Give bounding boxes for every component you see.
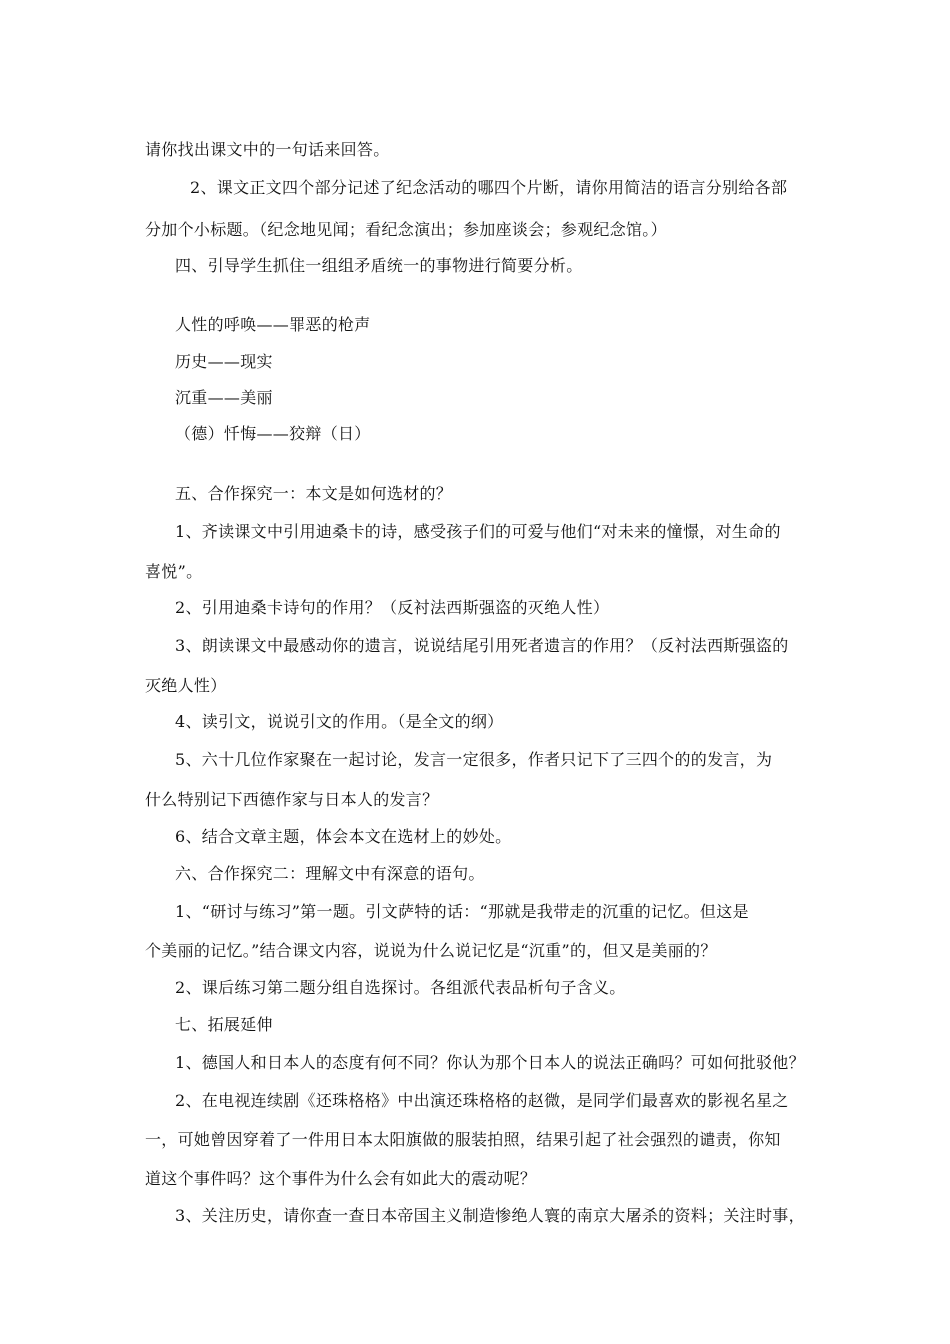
text-line: 3、朗读课文中最感动你的遗言，说说结尾引用死者遗言的作用？（反衬法西斯强盗的	[175, 636, 789, 655]
text-line: 2、课后练习第二题分组自选探讨。各组派代表品析句子含义。	[175, 978, 626, 997]
text-line: 沉重——美丽	[175, 388, 273, 407]
text-line: 灭绝人性）	[145, 676, 227, 695]
section-heading: 七、拓展延伸	[175, 1015, 273, 1034]
text-line: 2、引用迪桑卡诗句的作用？（反衬法西斯强盗的灭绝人性）	[175, 598, 610, 617]
text-line: 2、课文正文四个部分记述了纪念活动的哪四个片断，请你用简洁的语言分别给各部	[190, 178, 788, 197]
text-line: 1、“研讨与练习”第一题。引文萨特的话：“那就是我带走的沉重的记忆。但这是	[175, 902, 749, 921]
text-line: 喜悦”。	[145, 562, 203, 581]
text-line: 1、齐读课文中引用迪桑卡的诗，感受孩子们的可爱与他们“对未来的憧憬，对生命的	[175, 522, 781, 541]
text-line: 一，可她曾因穿着了一件用日本太阳旗做的服装拍照，结果引起了社会强烈的谴责，你知	[145, 1130, 781, 1149]
text-line: 5、六十几位作家聚在一起讨论，发言一定很多，作者只记下了三四个的的发言，为	[175, 750, 773, 769]
text-line: 1、德国人和日本人的态度有何不同？你认为那个日本人的说法正确吗？可如何批驳他？	[175, 1053, 805, 1072]
text-line: 个美丽的记忆。”结合课文内容，说说为什么说记忆是“沉重”的，但又是美丽的？	[145, 941, 717, 960]
section-heading: 四、引导学生抓住一组组矛盾统一的事物进行简要分析。	[175, 256, 583, 275]
text-line: 分加个小标题。（纪念地见闻；看纪念演出；参加座谈会；参观纪念馆。）	[145, 220, 667, 239]
text-line: （德）忏悔——狡辩（日）	[175, 424, 371, 443]
text-line: 道这个事件吗？这个事件为什么会有如此大的震动呢？	[145, 1169, 537, 1188]
text-line: 4、读引文，说说引文的作用。（是全文的纲）	[175, 712, 504, 731]
section-heading: 六、合作探究二：理解文中有深意的语句。	[175, 864, 485, 883]
text-line: 6、结合文章主题，体会本文在选材上的妙处。	[175, 827, 512, 846]
text-line: 请你找出课文中的一句话来回答。	[145, 140, 390, 159]
text-line: 什么特别记下西德作家与日本人的发言？	[145, 790, 439, 809]
section-heading: 五、合作探究一：本文是如何选材的？	[175, 484, 453, 503]
text-line: 人性的呼唤——罪恶的枪声	[175, 315, 371, 334]
text-line: 2、在电视连续剧《还珠格格》中出演还珠格格的赵微，是同学们最喜欢的影视名星之	[175, 1091, 789, 1110]
text-line: 历史——现实	[175, 352, 273, 371]
text-line: 3、关注历史，请你查一查日本帝国主义制造惨绝人寰的南京大屠杀的资料；关注时事，	[175, 1206, 805, 1225]
